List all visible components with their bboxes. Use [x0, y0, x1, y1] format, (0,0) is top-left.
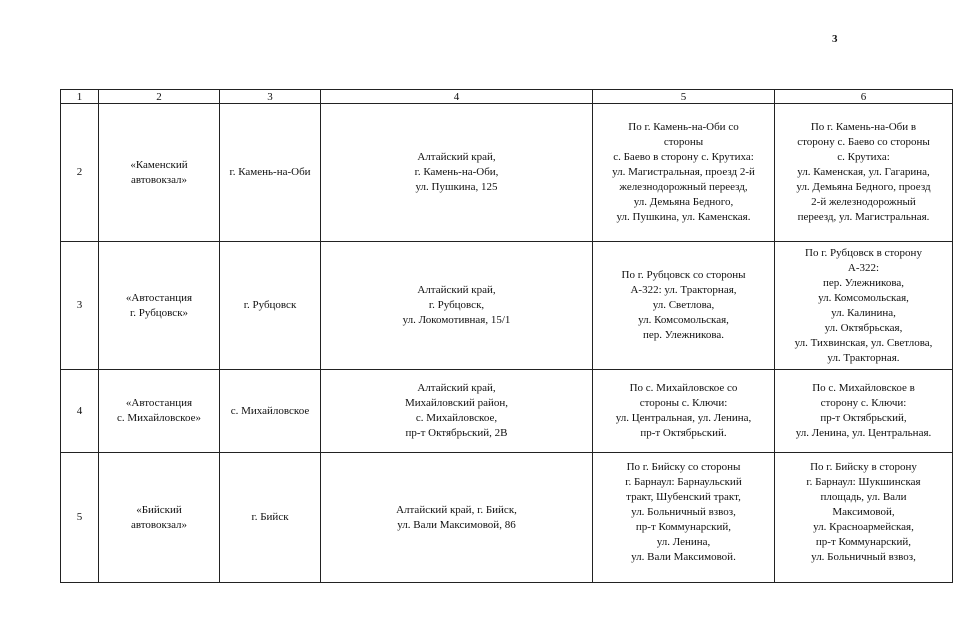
page-number: 3: [832, 33, 838, 45]
station-name: «Каменский автовокзал»: [99, 104, 220, 242]
route-inbound: По г. Рубцовск со стороны А-322: ул. Тракторная, ул. Светлова, ул. Комсомольская, пер. Улежникова.: [593, 242, 775, 370]
route-inbound: По г. Бийску со стороны г. Барнаул: Барнаульский тракт, Шубенский тракт, ул. Больничный взвоз, пр-т Коммунарский, ул. Ленина, ул. Вали Максимовой.: [593, 453, 775, 583]
station-address: Алтайский край, Михайловский район, с. Михайловское, пр-т Октябрьский, 2В: [321, 370, 593, 453]
table-row: [61, 453, 953, 583]
station-name: «Автостанция с. Михайловское»: [99, 370, 220, 453]
route-inbound: По с. Михайловское со стороны с. Ключи: ул. Центральная, ул. Ленина, пр-т Октябрьский.: [593, 370, 775, 453]
column-header: 1: [61, 90, 99, 104]
column-header: 3: [220, 90, 321, 104]
station-address: Алтайский край, г. Бийск, ул. Вали Максимовой, 86: [321, 453, 593, 583]
route-outbound: По г. Рубцовск в сторону А-322: пер. Улежникова, ул. Комсомольская, ул. Калинина, ул. Октябрьская, ул. Тихвинская, ул. Светлова, ул. Тракторная.: [775, 242, 953, 370]
table-row: [61, 104, 953, 242]
row-number: 5: [61, 453, 99, 583]
route-outbound: По г. Бийску в сторону г. Барнаул: Шукшинская площадь, ул. Вали Максимовой, ул. Красноармейская, пр-т Коммунарский, ул. Больничный взвоз,: [775, 453, 953, 583]
table-row: [61, 242, 953, 370]
column-header: 2: [99, 90, 220, 104]
column-header: 4: [321, 90, 593, 104]
column-header: 5: [593, 90, 775, 104]
station-name: «Автостанция г. Рубцовск»: [99, 242, 220, 370]
station-city: г. Камень-на-Оби: [220, 104, 321, 242]
route-outbound: По г. Камень-на-Оби в сторону с. Баево со стороны с. Крутиха: ул. Каменская, ул. Гагарина, ул. Демьяна Бедного, проезд 2-й железнодорожный переезд, ул. Магистральная.: [775, 104, 953, 242]
station-address: Алтайский край, г. Рубцовск, ул. Локомотивная, 15/1: [321, 242, 593, 370]
station-address: Алтайский край, г. Камень-на-Оби, ул. Пушкина, 125: [321, 104, 593, 242]
row-number: 2: [61, 104, 99, 242]
table-row: [61, 370, 953, 453]
column-header: 6: [775, 90, 953, 104]
row-number: 3: [61, 242, 99, 370]
route-outbound: По с. Михайловское в сторону с. Ключи: пр-т Октябрьский, ул. Ленина, ул. Центральная.: [775, 370, 953, 453]
station-city: с. Михайловское: [220, 370, 321, 453]
station-city: г. Бийск: [220, 453, 321, 583]
route-inbound: По г. Камень-на-Оби со стороны с. Баево в сторону с. Крутиха: ул. Магистральная, проезд 2-й железнодорожный переезд, ул. Демьяна Бедного, ул. Пушкина, ул. Каменская.: [593, 104, 775, 242]
bus-station-routes-table: [60, 89, 953, 583]
table-header-row: [61, 90, 953, 104]
station-name: «Бийский автовокзал»: [99, 453, 220, 583]
station-city: г. Рубцовск: [220, 242, 321, 370]
row-number: 4: [61, 370, 99, 453]
